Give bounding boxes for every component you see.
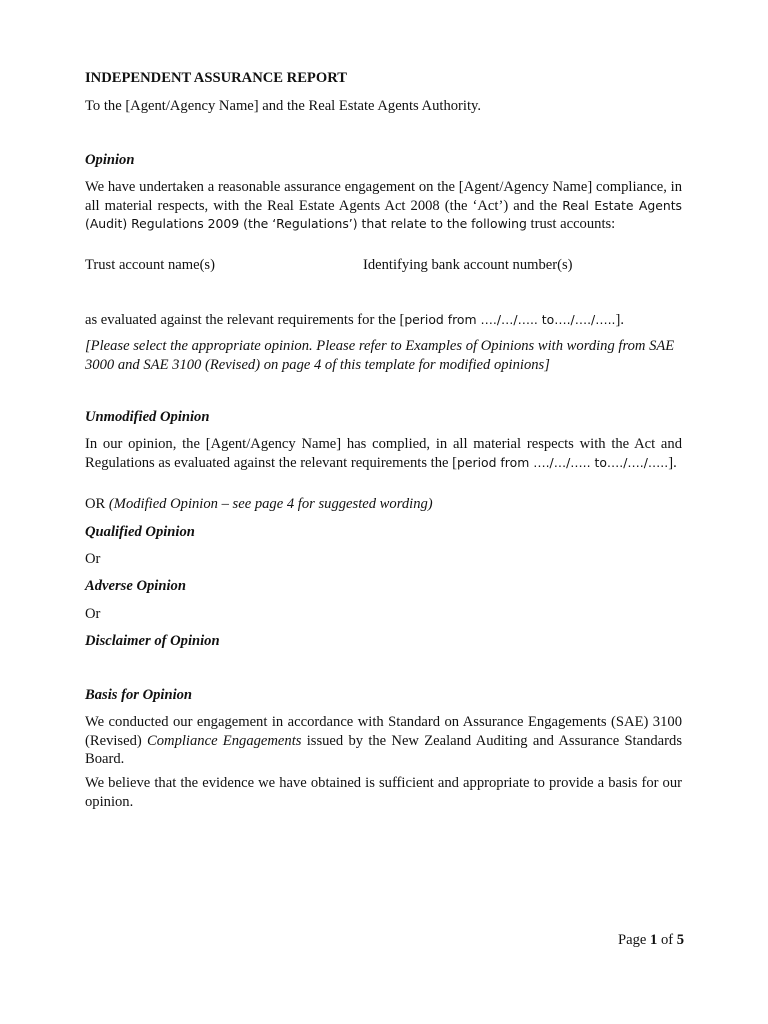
opinion-paragraph-part2: Real Estate Agents (Audit) Regulations 2009 (the ‘Regulations’) that relate to the following — [85, 197, 683, 231]
basis-text-2: issued by the New Zealand Auditing and Assurance Standards Board. — [85, 732, 682, 767]
of-word: of — [657, 932, 677, 948]
unmodified-text: In our opinion, the [Agent/Agency Name] has complied, in all material respects with the Act and Regulations as evaluated against the relevant requirements the [ — [85, 436, 682, 471]
addressee-line: To the [Agent/Agency Name] and the Real Estate Agents Authority. — [85, 98, 482, 114]
page-word: Page — [618, 932, 651, 948]
compliance-engagements-title: Compliance Engagements — [147, 732, 302, 749]
adverse-opinion-heading: Adverse Opinion — [85, 578, 186, 594]
or-separator-1: Or — [85, 551, 101, 567]
or-separator-2: Or — [85, 606, 101, 622]
basis-text-1: We conducted our engagement in accordance with Standard on Assurance Engagements (SAE) 3100 (Revised) — [85, 714, 682, 749]
trust-account-name-label: Trust account name(s) — [85, 257, 215, 273]
unmodified-period-placeholder: period from …./…/….. to…./…./….. — [457, 454, 669, 470]
trust-account-columns — [85, 256, 682, 275]
opinion-heading: Opinion — [85, 152, 135, 168]
report-title: INDEPENDENT ASSURANCE REPORT — [85, 70, 347, 86]
bank-account-number-label: Identifying bank account number(s) — [363, 257, 573, 273]
unmodified-opinion-paragraph — [85, 435, 682, 472]
opinion-paragraph — [85, 178, 682, 234]
disclaimer-of-opinion-heading: Disclaimer of Opinion — [85, 633, 220, 649]
evaluated-period-placeholder: period from …./…/….. to…./…./….. — [404, 312, 616, 327]
basis-paragraph-2: We believe that the evidence we have obtained is sufficient and appropriate to provide a basis for our opinion. — [85, 775, 682, 810]
basis-for-opinion-heading: Basis for Opinion — [85, 687, 193, 703]
page-number-footer — [618, 931, 684, 949]
basis-paragraph-1 — [85, 713, 682, 769]
instruction-note: [Please select the appropriate opinion. Please refer to Examples of Opinions with wording from SAE 3000 and SAE 3100 (Revised) on page 4 of this template for modified opinions] — [85, 338, 675, 373]
opinion-paragraph-part1: We have undertaken a reasonable assurance engagement on the [Agent/Agency Name] compliance, in all material respects, with the Real Estate Agents Act 2008 (the ‘Act’) and the — [85, 179, 682, 214]
total-pages-number: 5 — [676, 932, 685, 948]
qualified-opinion-heading: Qualified Opinion — [85, 524, 195, 540]
opinion-paragraph-part3: trust accounts: — [526, 216, 616, 232]
unmodified-close: ]. — [668, 454, 677, 471]
modified-opinion-note: (Modified Opinion – see page 4 for suggested wording) — [108, 496, 433, 512]
evaluated-against-line — [85, 311, 682, 330]
evaluated-text: as evaluated against the relevant requirements for the [ — [85, 312, 405, 328]
or-word: OR — [85, 496, 109, 512]
unmodified-opinion-heading: Unmodified Opinion — [85, 409, 210, 425]
evaluated-close: ]. — [615, 312, 625, 328]
or-modified-line — [85, 495, 682, 514]
current-page-number: 1 — [650, 932, 658, 948]
